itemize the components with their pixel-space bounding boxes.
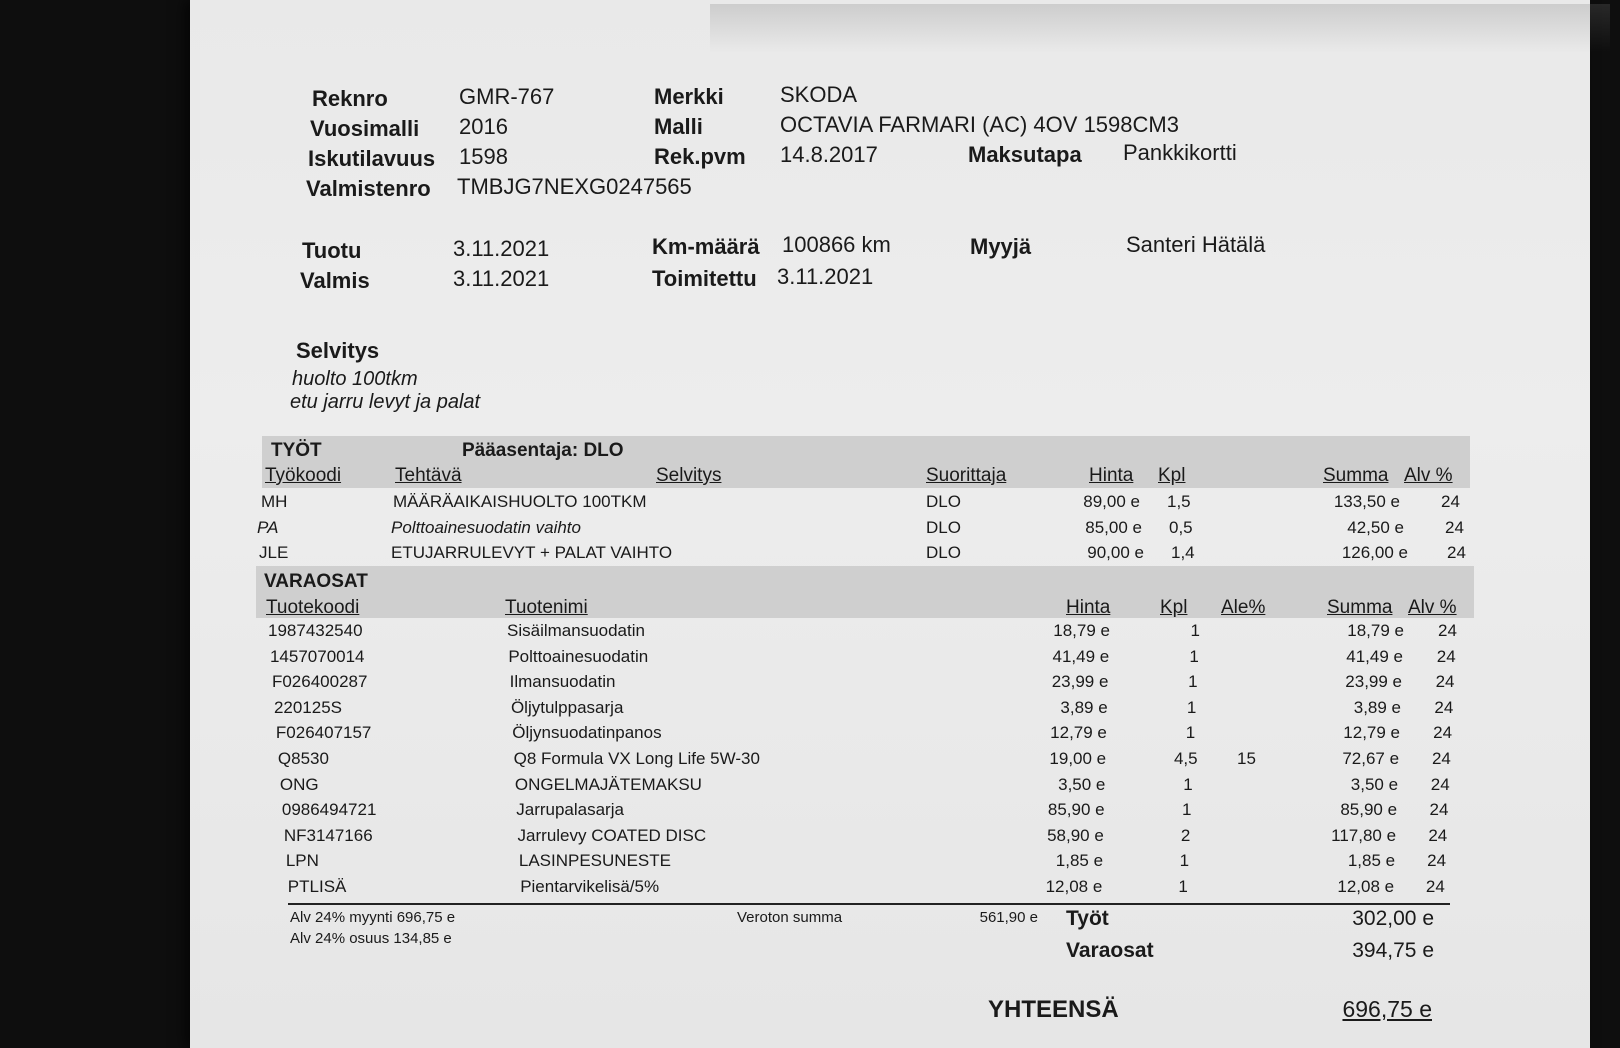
selvitys-title: Selvitys [296, 338, 380, 363]
myyja-label: Myyjä [970, 234, 1032, 259]
part-name: Öljytulppasarja [510, 698, 624, 717]
tyot-task: Polttoainesuodatin vaihto [391, 518, 581, 537]
part-vat: 24 [1430, 775, 1450, 794]
tyot-price: 85,00 e [1085, 518, 1142, 537]
part-sum: 23,99 e [1345, 672, 1403, 691]
part-qty: 1 [1182, 800, 1192, 819]
part-qty: 1 [1190, 621, 1200, 640]
part-vat: 24 [1425, 877, 1445, 896]
iskutilavuus-value: 1598 [459, 144, 508, 169]
part-sum: 12,79 e [1343, 723, 1401, 742]
tyot-sum: 126,00 e [1341, 543, 1408, 562]
tyot-price: 90,00 e [1087, 543, 1144, 562]
part-name: Sisäilmansuodatin [507, 621, 645, 640]
col-tuotenimi: Tuotenimi [505, 597, 588, 618]
varaosat-total-label: Varaosat [1066, 939, 1154, 962]
malli-value: OCTAVIA FARMARI (AC) 4OV 1598CM3 [780, 112, 1179, 137]
alv-myynti: Alv 24% myynti 696,75 e [290, 909, 456, 926]
col-kpl-v: Kpl [1160, 597, 1188, 618]
part-code: ONG [279, 775, 319, 794]
tyot-mechanic: Pääasentaja: DLO [462, 440, 624, 461]
part-price: 3,89 e [1060, 698, 1108, 717]
part-sum: 41,49 e [1346, 647, 1403, 666]
col-tehtava: Tehtävä [395, 465, 462, 486]
col-kpl: Kpl [1158, 465, 1186, 486]
rekpvm-label: Rek.pvm [654, 144, 746, 169]
part-name: Jarrupalasarja [516, 800, 624, 819]
part-name: Ilmansuodatin [509, 672, 616, 691]
yhteensa-label: YHTEENSÄ [988, 996, 1119, 1023]
part-vat: 24 [1431, 749, 1451, 768]
part-name: Polttoainesuodatin [508, 647, 649, 666]
part-vat: 24 [1429, 800, 1449, 819]
part-code: 1987432540 [268, 621, 363, 640]
part-name: LASINPESUNESTE [518, 851, 671, 870]
part-vat: 24 [1434, 698, 1454, 717]
part-qty: 1 [1183, 775, 1193, 794]
tyot-by: DLO [926, 543, 961, 562]
tyot-code: MH [261, 492, 288, 511]
tyot-task: MÄÄRÄAIKAISHUOLTO 100TKM [393, 492, 647, 511]
tyot-sum: 42,50 e [1347, 518, 1404, 537]
part-sum: 3,89 e [1353, 698, 1402, 717]
tuotu-label: Tuotu [302, 238, 362, 263]
tyot-vat: 24 [1441, 492, 1460, 511]
selvitys-line-1: huolto 100tkm [292, 368, 418, 390]
malli-label: Malli [654, 114, 703, 139]
part-price: 85,90 e [1047, 800, 1105, 819]
tuotu-value: 3.11.2021 [453, 236, 550, 261]
tyot-total-label: Työt [1066, 907, 1109, 930]
tyot-code: JLE [259, 543, 289, 562]
part-sum: 117,80 e [1331, 826, 1397, 845]
part-code: PTLISÄ [287, 877, 347, 896]
part-name: Pientarvikelisä/5% [520, 877, 660, 896]
part-vat: 24 [1436, 647, 1456, 666]
col-alv: Alv % [1404, 465, 1453, 486]
part-price: 18,79 e [1053, 621, 1110, 640]
valmistenro-label: Valmistenro [306, 176, 431, 201]
veroton-label: Veroton summa [737, 909, 843, 926]
vuosimalli-value: 2016 [459, 114, 508, 139]
part-code: 220125S [273, 698, 343, 717]
part-price: 12,79 e [1050, 723, 1107, 742]
col-selvitys: Selvitys [656, 465, 722, 486]
part-code: Q8530 [277, 749, 329, 768]
tyot-code: PA [257, 518, 279, 537]
tyot-task: ETUJARRULEVYT + PALAT VAIHTO [391, 543, 673, 562]
part-sum: 12,08 e [1337, 877, 1395, 896]
tyot-sum: 133,50 e [1333, 492, 1400, 511]
tyot-vat: 24 [1447, 543, 1466, 562]
toimitettu-label: Toimitettu [652, 266, 757, 291]
alv-osuus: Alv 24% osuus 134,85 e [290, 930, 452, 947]
part-vat: 24 [1428, 826, 1448, 845]
part-price: 3,50 e [1058, 775, 1106, 794]
part-price: 58,90 e [1047, 826, 1104, 845]
tyot-title: TYÖT [271, 440, 322, 461]
part-qty: 2 [1180, 826, 1191, 845]
part-qty: 1 [1178, 877, 1188, 896]
varaosat-title: VARAOSAT [264, 571, 368, 592]
col-summa-v: Summa [1327, 597, 1393, 618]
tyot-qty: 1,4 [1171, 543, 1195, 562]
part-sum: 72,67 e [1342, 749, 1400, 768]
part-price: 23,99 e [1051, 672, 1109, 691]
iskutilavuus-label: Iskutilavuus [308, 146, 436, 171]
tyot-by: DLO [926, 518, 961, 537]
part-name: Öljynsuodatinpanos [512, 723, 662, 742]
part-vat: 24 [1427, 851, 1447, 870]
col-summa: Summa [1323, 465, 1389, 486]
col-hinta-v: Hinta [1066, 597, 1111, 618]
col-alv-v: Alv % [1408, 597, 1457, 618]
part-name: Q8 Formula VX Long Life 5W-30 [513, 749, 760, 768]
col-hinta: Hinta [1089, 465, 1134, 486]
tyot-qty: 0,5 [1169, 518, 1193, 537]
rekpvm-value: 14.8.2017 [780, 142, 878, 167]
bleed-through-shadow [710, 4, 1610, 52]
merkki-value: SKODA [780, 82, 858, 107]
merkki-label: Merkki [654, 84, 724, 109]
maksutapa-label: Maksutapa [968, 142, 1082, 167]
part-code: F026400287 [271, 672, 368, 691]
part-sum: 85,90 e [1340, 800, 1398, 819]
veroton-value: 561,90 e [979, 909, 1038, 926]
col-suorittaja: Suorittaja [926, 465, 1007, 486]
tyot-qty: 1,5 [1167, 492, 1191, 511]
valmistenro-value: TMBJG7NEXG0247565 [457, 174, 692, 199]
tyot-total-value: 302,00 e [1352, 907, 1434, 930]
part-vat: 24 [1433, 723, 1453, 742]
myyja-value: Santeri Hätälä [1126, 232, 1266, 257]
part-qty: 4,5 [1173, 749, 1198, 768]
part-price: 1,85 e [1055, 851, 1104, 870]
vuosimalli-label: Vuosimalli [310, 116, 420, 141]
valmis-value: 3.11.2021 [453, 266, 550, 291]
toimitettu-value: 3.11.2021 [777, 264, 874, 289]
tyot-price: 89,00 e [1083, 492, 1140, 511]
part-vat: 24 [1438, 621, 1457, 640]
km-value: 100866 km [782, 232, 891, 257]
part-sum: 3,50 e [1350, 775, 1399, 794]
part-name: ONGELMAJÄTEMAKSU [514, 775, 702, 794]
part-qty: 1 [1188, 672, 1198, 691]
part-vat: 24 [1435, 672, 1455, 691]
part-code: F026407157 [275, 723, 372, 742]
part-code: LPN [285, 851, 319, 870]
valmis-label: Valmis [300, 268, 370, 293]
km-label: Km-määrä [652, 234, 760, 259]
part-code: 0986494721 [281, 800, 377, 819]
part-discount: 15 [1237, 749, 1256, 768]
yhteensa-value: 696,75 e [1342, 996, 1432, 1022]
part-sum: 1,85 e [1347, 851, 1396, 870]
part-price: 12,08 e [1045, 877, 1103, 896]
part-qty: 1 [1189, 647, 1199, 666]
part-qty: 1 [1179, 851, 1190, 870]
reknro-label: Reknro [312, 86, 388, 111]
part-code: NF3147166 [283, 826, 373, 845]
col-tyokoodi: Työkoodi [265, 465, 342, 486]
tyot-vat: 24 [1445, 518, 1464, 537]
part-price: 19,00 e [1049, 749, 1107, 768]
reknro-value: GMR-767 [459, 84, 555, 109]
part-qty: 1 [1185, 723, 1196, 742]
part-code: 1457070014 [269, 647, 365, 666]
part-qty: 1 [1186, 698, 1197, 717]
maksutapa-value: Pankkikortti [1123, 140, 1237, 165]
totals-rule [288, 903, 1450, 905]
part-sum: 18,79 e [1347, 621, 1404, 640]
part-price: 41,49 e [1052, 647, 1110, 666]
varaosat-total-value: 394,75 e [1352, 939, 1434, 962]
col-tuotekoodi: Tuotekoodi [266, 597, 360, 618]
part-name: Jarrulevy COATED DISC [517, 826, 707, 845]
varaosat-header-band [256, 566, 1474, 618]
col-ale: Ale% [1221, 597, 1266, 618]
selvitys-line-2: etu jarru levyt ja palat [290, 391, 481, 413]
tyot-by: DLO [926, 492, 961, 511]
